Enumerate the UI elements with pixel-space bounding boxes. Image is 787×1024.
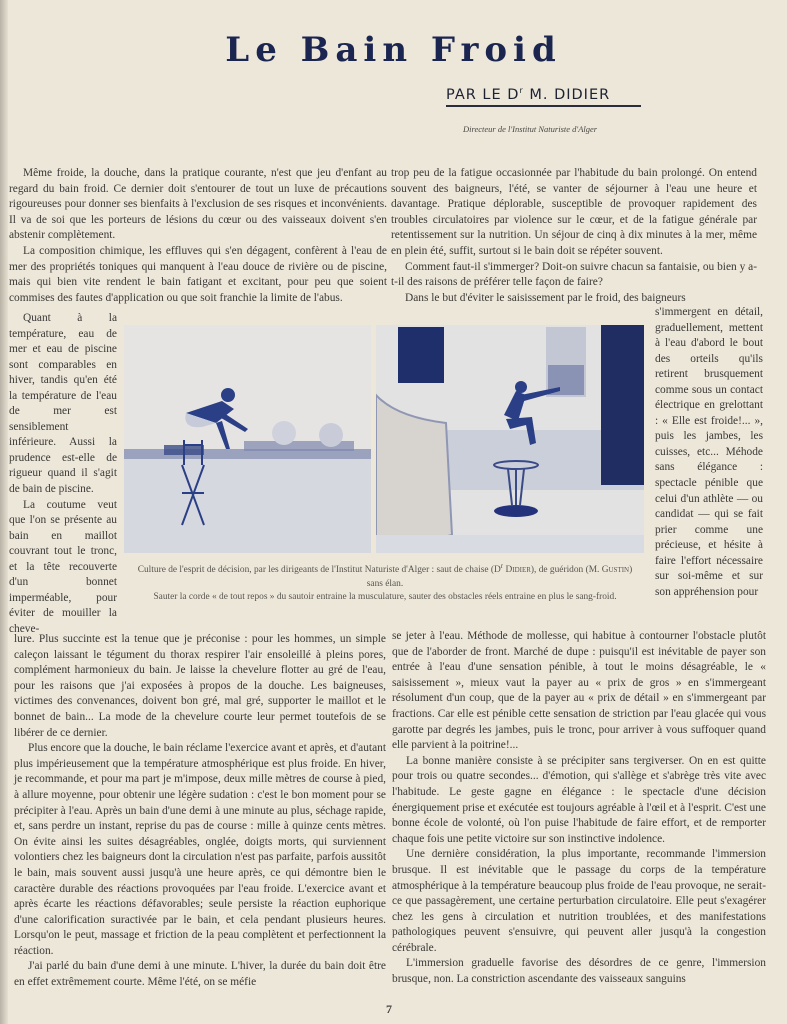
photo-table-jump bbox=[376, 325, 644, 553]
caption-name-gustin: Gustin bbox=[601, 565, 630, 576]
caption-name-didier: Didier bbox=[505, 565, 531, 576]
left-column-bottom bbox=[14, 632, 386, 991]
paragraph: Une dernière considération, la plus importante, recommande l'immersion brusque. Il est inévitable que le passage du corps de la température atmosphérique à la température beaucoup plus froide de l'eau provoque, ne serait-ce que passagèrement, une certaine perturbation circulatoire. Elle peut s'exagérer chez les gens à circulation et nutrition troublées, et des manifestations pathologiques peuvent s'ensuivre, qui peuvent aller jusqu'à la congestion cérébrale. bbox=[392, 848, 766, 954]
author-byline bbox=[446, 86, 641, 107]
byline-name: M. DIDIER bbox=[523, 86, 611, 103]
chair-jump-illustration bbox=[124, 325, 371, 553]
page-number: 7 bbox=[386, 1002, 392, 1016]
paragraph: La coutume veut que l'on se présente au bain en maillot couvrant tout le tronc, et la tête recouverte d'un bonnet imperméable, pour éviter de mouiller la cheve- bbox=[9, 498, 117, 635]
photo-caption bbox=[130, 560, 640, 605]
paragraph: La bonne manière consiste à se précipiter sans tergiverser. On en est quitte pour trois ou quatre secondes... d'émotion, qui s'allège et s'abrège très vite avec l'habitude. Le geste gagne en élégance : le spectacle d'une décision énergiquement prise et exécutée est toujours agréable à l'œil et à l'esprit. C'est une bonne école de volonté, où l'on puise l'habitude de faire effort, et de remporter chaque fois une petite victoire sur son instinctive indolence. bbox=[392, 754, 766, 845]
paragraph: Dans le but d'éviter le saisissement par le froid, des baigneurs bbox=[405, 291, 686, 304]
paragraph: Même froide, la douche, dans la pratique courante, n'est que jeu d'enfant au regard du bain froid. Ce dernier doit s'entourer de tout un luxe de précautions rigoureuses pour donner ses bienfaits à l'exclusion de ses risques et inconvénients. Il va de soi que les porteurs de lésions du cœur ou des vaisseaux doivent s'en abstenir complètement. bbox=[9, 167, 387, 242]
author-role: Directeur de l'Institut Naturiste d'Alger bbox=[463, 124, 598, 134]
photo-chair-jump bbox=[124, 325, 371, 553]
caption-sup: r bbox=[500, 562, 504, 570]
right-column-top bbox=[391, 166, 757, 306]
paragraph: se jeter à l'eau. Méthode de mollesse, qui habitue à contourner l'obstacle plutôt que de l'aborder de front. Marché de dupe : puisqu'il est inévitable de payer son entrée à l'eau d'une sensation pénible, à tout le moins désagréable, le « saisissement », mieux vaut la payer au « prix de gros » en s'immergeant résolument d'un coup, que de la payer au « prix de détail » en s'immergeant par fractions. Car elle est pénible cette sensation de striction par l'eau glacée qui vous garotte par degrés les jambes, puis le tronc, pour arriver à vous suffoquer quand elle parvient à la poitrine!... bbox=[392, 630, 766, 752]
left-column-top bbox=[9, 166, 387, 306]
paragraph: J'ai parlé du bain d'une demi à une minute. L'hiver, la durée du bain doit être en effet extrêmement courte. Même l'été, on se méfie bbox=[14, 960, 386, 989]
page-gutter-shadow bbox=[0, 0, 8, 1024]
caption-text: ), de guéridon (M. bbox=[530, 565, 600, 576]
paragraph: s'immergent en détail, graduellement, mettent à l'eau d'abord le bout des orteils qu'ils retirent brusquement comme sous un contact électrique en grelottant : « Elle est froide!... », puis les jambes, les cuisses, etc... Méhode sans élégance : spectacle pénible que celui d'un athlète — ou candidat — qui se fait prier comme une précieuse, et hésite à faire l'effort nécessaire sur soi-même et sur son appréhension pour bbox=[655, 306, 763, 598]
caption-text: ) sans élan. bbox=[366, 565, 633, 589]
paragraph: Plus encore que la douche, le bain réclame l'exercice avant et après, et d'autant plus impérieusement que la température atmosphérique est plus froide. En hiver, je recommande, et pour ma part je m'impose, deux mille mètres de course à pied, à allure moyenne, pour obtenir une légère sudation : c'est le bon moment pour se précipiter à l'eau. Après un bain d'une demi à une minute au plus, séchage rapide, et, sans perdre un instant, reprise du pas de course : mille à quinze cents mètres. On évite ainsi les suites désagréables, onglée, doigts morts, qui surviennent volontiers chez les baigneurs dont la circulation n'est pas parfaite, parfois aussitôt le bain, mais souvent aussi jusqu'à une heure après, ce qui démontre bien le caractère durable des réactions provoquées par l'eau froide. L'exercice avant et après écarte les réactions défavorables; seule persiste la réaction euphorique d'une calorification suractivée par le bain, et cela pendant plusieurs heures. Lorsqu'on le peut, massage et friction de la peau complètent et perfectionnent la réaction. bbox=[14, 742, 386, 957]
right-narrow-column bbox=[655, 305, 763, 600]
paragraph: lure. Plus succinte est la tenue que je préconise : pour les hommes, un simple caleçon laissant le tégument du thorax respirer l'air ensoleillé à pleins pores, complément harmonieux du bain. Je laisse la chevelure flotter au gré de l'eau, pour les raisons que j'ai exposées à propos de la douche. Les baigneuses, victimes des convenances, doivent bon gré, mal gré, supporter le maillot et le bonnet de bain... La mode de la chevelure courte leur permet toutefois de se libérer de ce dernier. bbox=[14, 633, 386, 739]
left-narrow-column bbox=[9, 311, 117, 637]
paragraph: La composition chimique, les effluves qui s'en dégagent, confèrent à l'eau de mer des propriétés toniques qui manquent à l'eau douce de rivière ou de piscine, mais qui bien vite rendent le bain fatigant et excitant, pour peu que soient commises des fautes d'application ou que soit franchie la limite de l'abus. bbox=[9, 244, 387, 304]
caption-line-1 bbox=[130, 560, 640, 591]
paragraph: L'immersion graduelle favorise des désordres de ce genre, l'immersion brusque, non. La constriction ascendante des vaisseaux sanguins bbox=[392, 957, 766, 986]
caption-line-2: Sauter la corde « de tout repos » du sautoir entraine la musculature, sauter des obstacles réels entraine en plus le sang-froid. bbox=[153, 592, 617, 603]
paragraph: trop peu de la fatigue occasionnée par l'habitude du bain prolongé. On entend souvent des baigneurs, l'été, se vanter de séjourner à l'eau une heure et davantage. Pratique déplorable, susceptible de provoquer rapidement des troubles circulatoires par violence sur le cœur, et de la fatigue générale par retentissement sur la nutrition. Un séjour de cinq à dix minutes à la mer, même en plein été, suffit, surtout si le bain doit se répéter souvent. bbox=[391, 167, 757, 257]
byline-prefix: PAR LE D bbox=[446, 86, 520, 103]
right-column-bottom bbox=[392, 629, 766, 988]
table-jump-illustration bbox=[376, 325, 644, 553]
article-title: Le Bain Froid bbox=[225, 30, 562, 70]
photo-pair bbox=[124, 325, 644, 553]
caption-text: Culture de l'esprit de décision, par les dirigeants de l'Institut Naturiste d'Alger : saut de chaise (D bbox=[137, 565, 501, 576]
paragraph: Comment faut-il s'immerger? Doit-on suivre chacun sa fantaisie, ou bien y a-t-il des raisons de préférer telle façon de faire? bbox=[391, 260, 757, 289]
paragraph: Quant à la température, eau de mer et eau de piscine sont comparables en hiver, tandis qu'en été la température de l'eau de mer est sensiblement inférieure. Aussi la prudence est-elle de rigueur quand il s'agit de bain de piscine. bbox=[9, 312, 117, 496]
byline-sup: r bbox=[519, 86, 524, 95]
